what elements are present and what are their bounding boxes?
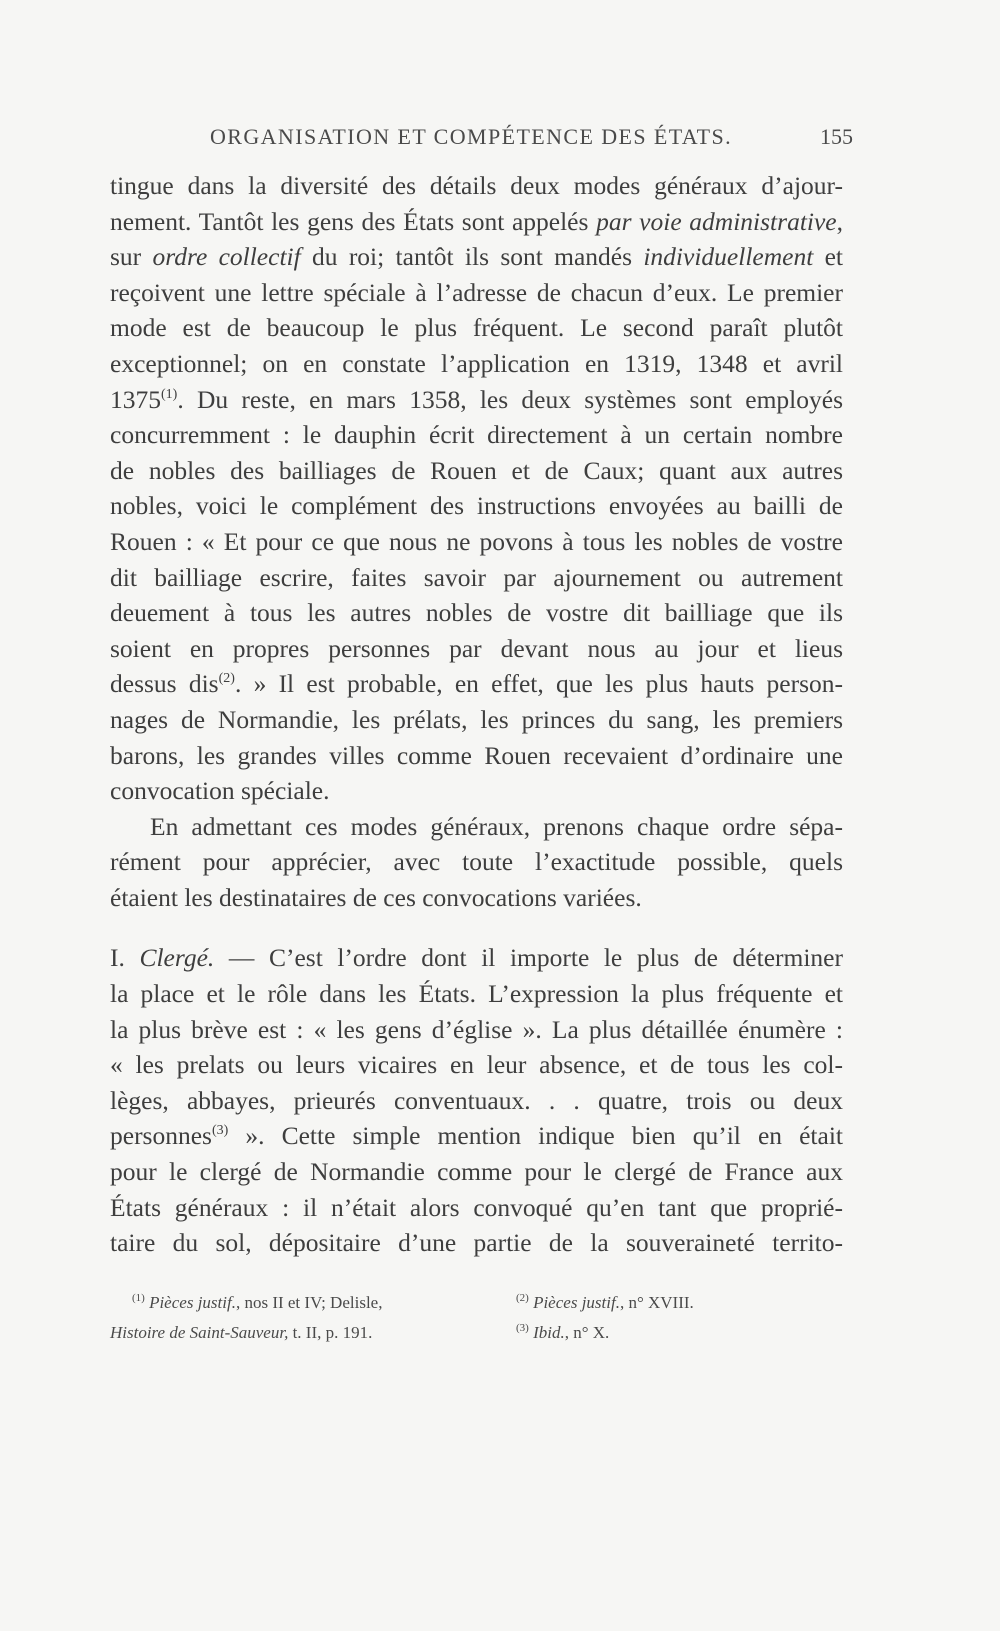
text-line: pour le clergé de Normandie comme pour le clergé de France aux bbox=[110, 1157, 843, 1187]
text-line: la place et le rôle dans les États. L’expression la plus fréquente et bbox=[110, 979, 843, 1009]
italic-text: Histoire de Saint-Sauveur, bbox=[110, 1323, 289, 1342]
text-span: ». Cette simple mention indique bien qu’il en était bbox=[228, 1121, 843, 1151]
running-title: ORGANISATION ET COMPÉTENCE DES ÉTATS. bbox=[210, 124, 733, 149]
text-span: sur bbox=[110, 242, 153, 272]
text-line: barons, les grandes villes comme Rouen recevaient d’ordinaire une bbox=[110, 740, 843, 770]
italic-text: par voie administrative bbox=[596, 206, 837, 236]
text-span: personnes bbox=[110, 1121, 212, 1151]
footnote-mark: (3) bbox=[516, 1322, 529, 1334]
paragraph-1 bbox=[110, 168, 843, 809]
italic-text: individuellement bbox=[643, 242, 814, 272]
italic-text: Ibid. bbox=[533, 1323, 565, 1342]
text-line: Rouen : « Et pour ce que nous ne povons à tous les nobles de vostre bbox=[110, 526, 843, 556]
text-span: — C’est l’ordre dont il importe le plus de déterminer bbox=[214, 943, 843, 973]
text-line: reçoivent une lettre spéciale à l’adresse de chacun d’eux. Le premier bbox=[110, 277, 843, 307]
text-line: concurremment : le dauphin écrit directement à un certain nombre bbox=[110, 420, 843, 450]
text-span: I. bbox=[110, 943, 140, 973]
text-line bbox=[110, 1118, 843, 1154]
text-span: . Du reste, en mars 1358, les deux systèmes sont employés bbox=[177, 384, 843, 414]
footnote-ref-2[interactable]: (2) bbox=[218, 671, 235, 687]
paragraph-2 bbox=[110, 809, 843, 916]
text-span: t. II, p. 191. bbox=[288, 1323, 373, 1342]
text-line: de nobles des bailliages de Rouen et de Caux; quant aux autres bbox=[110, 455, 843, 485]
text-span: 1375 bbox=[110, 384, 161, 414]
text-span: , n° XVIII. bbox=[619, 1293, 694, 1312]
text-line: convocation spéciale. bbox=[110, 776, 330, 806]
text-line: exceptionnel; on en constate l’application en 1319, 1348 et avril bbox=[110, 348, 843, 378]
footnote-3 bbox=[516, 1318, 846, 1348]
footnote-1-continued bbox=[110, 1318, 510, 1348]
text-span: , nos II et IV; Delisle, bbox=[235, 1293, 383, 1312]
text-span: dessus dis bbox=[110, 669, 219, 699]
body-text bbox=[110, 168, 843, 1261]
paragraph-3 bbox=[110, 940, 843, 1260]
text-line: soient en propres personnes par devant nous au jour et lieus bbox=[110, 633, 843, 663]
footnote-ref-3[interactable]: (3) bbox=[211, 1123, 229, 1139]
footnote-ref-1[interactable]: (1) bbox=[161, 386, 178, 402]
text-line bbox=[110, 239, 843, 275]
footnote-mark: (2) bbox=[516, 1292, 529, 1304]
text-line: taire du sol, dépositaire d’une partie de la souveraineté territo- bbox=[110, 1228, 843, 1258]
italic-text: Pièces justif. bbox=[149, 1293, 236, 1312]
footnote-1 bbox=[110, 1288, 510, 1318]
text-line: nobles, voici le complément des instructions envoyées au bailli de bbox=[110, 491, 843, 521]
text-line: étaient les destinataires de ces convocations variées. bbox=[110, 882, 642, 912]
text-line: la plus brève est : « les gens d’église ». La plus détaillée énumère : bbox=[110, 1014, 843, 1044]
text-line bbox=[110, 204, 843, 240]
text-line bbox=[110, 382, 843, 418]
text-line: nages de Normandie, les prélats, les princes du sang, les premiers bbox=[110, 704, 843, 734]
text-span: , bbox=[836, 206, 843, 236]
page-number: 155 bbox=[820, 124, 853, 149]
text-line: « les prelats ou leurs vicaires en leur absence, et de tous les col- bbox=[110, 1050, 843, 1080]
text-line bbox=[110, 666, 843, 702]
text-span: du roi; tantôt ils sont mandés bbox=[300, 242, 644, 272]
footnote-2 bbox=[516, 1288, 846, 1318]
footnote-column-right bbox=[516, 1288, 846, 1348]
text-line: lèges, abbayes, prieurés conventuaux. . . quatre, trois ou deux bbox=[110, 1085, 843, 1115]
text-span: . » Il est probable, en effet, que les plus hauts person- bbox=[234, 669, 843, 699]
text-span: et bbox=[813, 242, 844, 272]
text-line bbox=[110, 940, 843, 976]
text-line: dit bailliage escrire, faites savoir par ajournement ou autrement bbox=[110, 562, 843, 592]
text-line: mode est de beaucoup le plus fréquent. Le second paraît plutôt bbox=[110, 313, 843, 343]
section-heading: Clergé. bbox=[139, 943, 215, 973]
text-span: , n° X. bbox=[564, 1323, 610, 1342]
paragraph-gap bbox=[110, 915, 843, 940]
text-line: tingue dans la diversité des détails deux modes généraux d’ajour- bbox=[110, 171, 843, 200]
text-line: deuement à tous les autres nobles de vostre dit bailliage que ils bbox=[110, 598, 843, 628]
footnote-mark: (1) bbox=[132, 1292, 145, 1304]
text-line: États généraux : il n’était alors convoqué qu’en tant que proprié- bbox=[110, 1192, 843, 1222]
text-span: nement. Tantôt les gens des États sont appelés bbox=[110, 206, 597, 236]
text-line: rément pour apprécier, avec toute l’exactitude possible, quels bbox=[110, 847, 843, 877]
footnote-column-left bbox=[110, 1288, 510, 1348]
text-line: En admettant ces modes généraux, prenons chaque ordre sépa- bbox=[150, 811, 843, 841]
italic-text: ordre collectif bbox=[152, 242, 301, 272]
italic-text: Pièces justif. bbox=[533, 1293, 620, 1312]
